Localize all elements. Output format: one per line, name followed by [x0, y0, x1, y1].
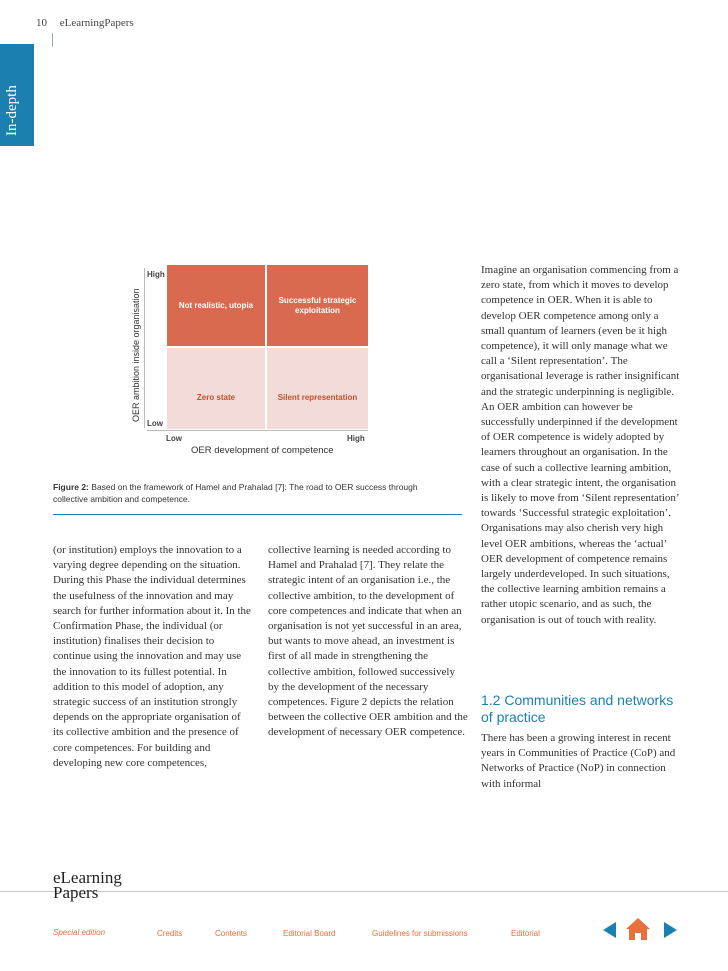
- section-tab: [0, 44, 34, 146]
- quadrant-silent-representation: [267, 348, 368, 429]
- quadrant-not-realistic-label: Not realistic, utopia: [178, 300, 254, 310]
- y-axis-line: [144, 268, 145, 428]
- y-high-label: High: [147, 270, 165, 279]
- x-axis-line: [147, 430, 368, 431]
- header-rule: [52, 33, 53, 47]
- nav-guidelines[interactable]: Guidelines for submissions: [372, 929, 468, 938]
- quadrant-successful-exploitation-label: Successful strategic exploitation: [278, 295, 357, 315]
- quadrant-zero-state: [167, 348, 265, 429]
- page-header: [36, 17, 134, 29]
- nav-contents[interactable]: Contents: [215, 929, 248, 938]
- nav-credits[interactable]: Credits: [157, 929, 183, 938]
- edition-label: Special edition: [53, 928, 106, 937]
- logo-line-2: Papers: [53, 883, 99, 902]
- body-column-3: Imagine an organisation commencing from a zero state, from which it moves to develop competence in OER. When it is able to develop OER competence among only a small quantum of learners (even be it high competence), it will only manage what we call a ‘Silent representation’. The organisational leverage is rather insignificant and the strategic underpinning is negligible. An OER ambition can however be successfully underpinned if the development of OER competence is widely adopted by learners throughout an organisation. In the case of such a collective learning ambition, with a clear strategic intent, the organisation is likely to move from ‘Silent representation’ towards ‘Successful strategic exploitation’. Organisations may also cherish very high level OER ambitions, whereas the ‘actual’ OER development of competence remains largely underdeveloped. In such situations, the collective learning ambition remains a rather utopic scenario, and as such, the organisation is out of touch with reality.: [481, 264, 680, 626]
- logo-line-1: eLearning: [53, 868, 122, 887]
- caption-label: Figure 2:: [53, 482, 89, 492]
- elearning-papers-logo[interactable]: [53, 870, 122, 900]
- x-high-label: High: [347, 434, 365, 443]
- prev-arrow-icon[interactable]: [603, 922, 616, 938]
- figure-caption: [53, 481, 453, 505]
- quadrant-zero-state-label: Zero state: [196, 392, 236, 402]
- quadrant-successful-exploitation: [267, 265, 368, 346]
- quadrant-not-realistic: [167, 265, 265, 346]
- y-low-label: Low: [147, 419, 163, 428]
- nav-editorial-board[interactable]: Editorial Board: [283, 929, 336, 938]
- x-low-label: Low: [166, 434, 182, 443]
- next-arrow-icon[interactable]: [664, 922, 677, 938]
- publication-name: eLearningPapers: [59, 17, 134, 29]
- caption-text: Based on the framework of Hamel and Prahalad [7]: The road to OER success through collective ambition and competence.: [53, 482, 418, 504]
- body-column-4: There has been a growing interest in recent years in Communities of Practice (CoP) and Networks of Practice (NoP) in connection with informal: [481, 732, 676, 790]
- quadrant-silent-representation-label: Silent representation: [277, 392, 358, 402]
- body-column-1: (or institution) employs the innovation to a varying degree depending on the situation. During this Phase the individual determines the usefulness of the innovation and may search for further information about it. In the Confirmation Phase, the individual (or institution) finalises their decision to continue using the innovation and may use the innovation to its fullest potential. In addition to this model of adoption, any strategic success of an institution strongly depends on the appropriate organisation of its collective ambition and the presence of core competences. For building and developing new core competences,: [53, 544, 251, 769]
- section-heading: 1.2 Communities and networks of practice: [481, 692, 674, 725]
- quadrant-matrix: [167, 265, 368, 429]
- section-tab-label: In-depth: [4, 85, 20, 136]
- y-axis-label: OER ambition inside organisation: [131, 288, 141, 422]
- home-icon[interactable]: [625, 917, 651, 941]
- caption-rule: [53, 514, 462, 515]
- nav-editorial[interactable]: Editorial: [511, 929, 540, 938]
- page-number: 10: [36, 17, 47, 29]
- x-axis-label: OER development of competence: [191, 445, 334, 456]
- body-column-2: collective learning is needed according to Hamel and Prahalad [7]. They relate the strategic intent of an organisation i.e., the collective ambition, to the development of core competences and indicate that when an organisation is not yet successful in an area, but wants to move ahead, an investment is first of all made in strengthening the collective ambition, followed successively by the development of the necessary competences. Figure 2 depicts the relation between the collective OER ambition and the development of necessary OER competence.: [268, 544, 468, 739]
